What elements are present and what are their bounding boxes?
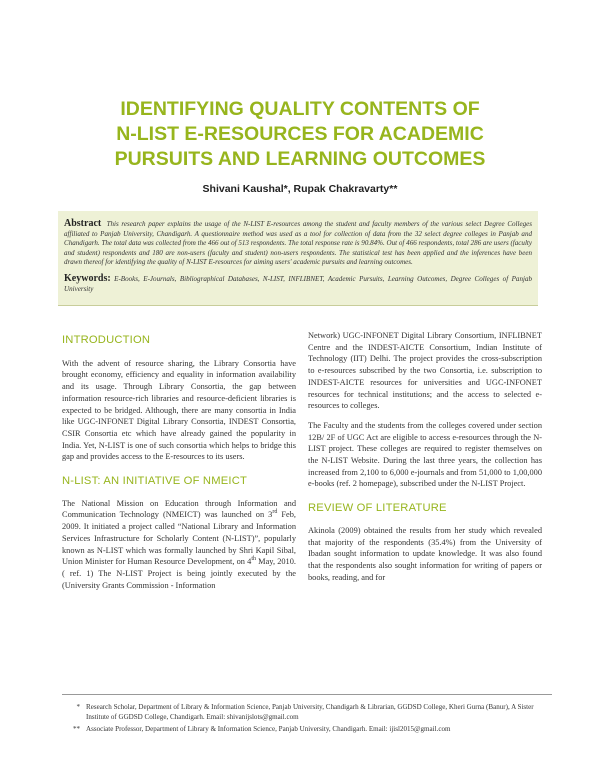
- abstract-paragraph: [64, 219, 532, 268]
- nlist-paragraph: [62, 498, 296, 592]
- paper-title: [40, 97, 560, 172]
- footnote-2-marker: **: [72, 725, 80, 734]
- footnote-1-marker: *: [76, 703, 80, 711]
- heading-review-of-literature: REVIEW OF LITERATURE: [308, 502, 447, 515]
- abstract-box: [58, 211, 538, 306]
- nlist-sup-th: th: [251, 556, 256, 563]
- title-line-1: IDENTIFYING QUALITY CONTENTS OF: [120, 98, 480, 120]
- introduction-paragraph: With the advent of resource sharing, the Library Consortia have brought economy, efficiency and equality in information availability and its usage. Through Library Consortia, the gap between information resource-rich libraries and resource-deficient libraries is expected to be bridged. Although, there are many consortia in India like UGC-INFONET Digital Library Consortia, INDEST Consortia, CSIR Consortia etc which have already gained the popularity in India. Yet, N-LIST is one of such consortia which helps to bridge this gap and provides access to the E-resources to its users.: [62, 358, 296, 462]
- footnote-1: [62, 703, 552, 722]
- nlist-text-b: Feb, 2009. It initiated a project called “National Library and Information Services Infrastructure for Scholarly Content (N-LIST)”, popularly known as N-LIST which was formally launched by Shri Kapil Sibal, Union Minister for Human Resource Development, on 4: [62, 510, 297, 567]
- nlist-text-c: May, 2010.( ref. 1) The N-LIST Project is being jointly executed by the (University Grants Commission - Information: [62, 557, 296, 590]
- footnote-2: [62, 725, 552, 735]
- network-paragraph: Network) UGC-INFONET Digital Library Consortium, INFLIBNET Centre and the INDEST-AICTE Consortium, Indian Institute of Technology (IIT) Delhi. The project provides the cross-subscription to e-resources subscribed by the two Consortia, i.e. subscription to INDEST-AICTE resources for universities and UGC-INFONET resources for technical institutions; and the access to selected e-resources to colleges.: [308, 331, 542, 411]
- right-column: [308, 330, 542, 591]
- left-column: [62, 330, 296, 599]
- nlist-text-a: The National Mission on Education through Information and Communication Technology (NMEICT) was launched on 3: [62, 498, 296, 520]
- eligibility-paragraph: The Faculty and the students from the colleges covered under section 12B/ 2F of UGC Act are eligible to access e-resources through the N-LIST project. These colleges are required to register themselves on the N-LIST Website. During the last three years, the collection has increased from 2,100 to 6,000 e-journals and from 51,000 to 1,00,000 e-books (ref. 2 homepage), subscribed under the N-LIST Project.: [308, 420, 542, 489]
- keywords-text: E-Books, E-Journals, Bibliographical Databases, N-LIST, INFLIBNET, Academic Pursuits, Learning Outcomes, Degree Colleges of Panjab University: [64, 274, 532, 293]
- keywords-paragraph: [64, 274, 532, 294]
- heading-introduction: INTRODUCTION: [62, 334, 151, 346]
- footnotes: [62, 694, 552, 738]
- footnote-2-text: Associate Professor, Department of Library & Information Science, Panjab University, Chandigarh. Email: ijisl2015@gmail.com: [86, 725, 451, 734]
- abstract-text: This research paper explains the usage of the N-LIST E-resources among the student and faculty members of the various select Degree Colleges affiliated to Panjab University, Chandigarh. A questionnaire method was used as a tool for collection of data from the 32 select degree colleges in Panjab and Chandigarh. The total data was collected from the 466 out of 513 respondents. The total response rate is 90.84%. Out of 466 respondents, total 286 are users (faculty and student) respondents and 180 are non-users (faculty and student) non-users respondents. The statistical test has been applied and the inferences have been drawn thereof for identifying the quality of N-LIST E-resources for aiming users' academic pursuits and learning outcomes.: [64, 220, 532, 267]
- review-paragraph: Akinola (2009) obtained the results from her study which revealed that majority of the respondents (35.4%) from the University of Ibadan sought information to update knowledge. It was also found that the respondents also sought information for writing of papers or books, reading, and for: [308, 525, 542, 582]
- abstract-label: Abstract: [64, 218, 102, 229]
- keywords-label: Keywords:: [64, 272, 111, 284]
- title-line-3: PURSUITS AND LEARNING OUTCOMES: [114, 148, 486, 170]
- heading-nlist-initiative: N-LIST: AN INITIATIVE OF NMEICT: [62, 475, 248, 488]
- author-list: Shivani Kaushal*, Rupak Chakravarty**: [202, 183, 398, 195]
- nlist-sup-rd: rd: [272, 509, 278, 516]
- title-line-2: N-LIST E-RESOURCES FOR ACADEMIC: [116, 123, 484, 145]
- footnote-1-text: Research Scholar, Department of Library & Information Science, Panjab University, Chandigarh & Librarian, GGDSD College, Kheri Gurna (Banur), A Sister Institute of GGDSD College, Chandigarh. Email: shivanijslots@gmail.com: [86, 703, 534, 721]
